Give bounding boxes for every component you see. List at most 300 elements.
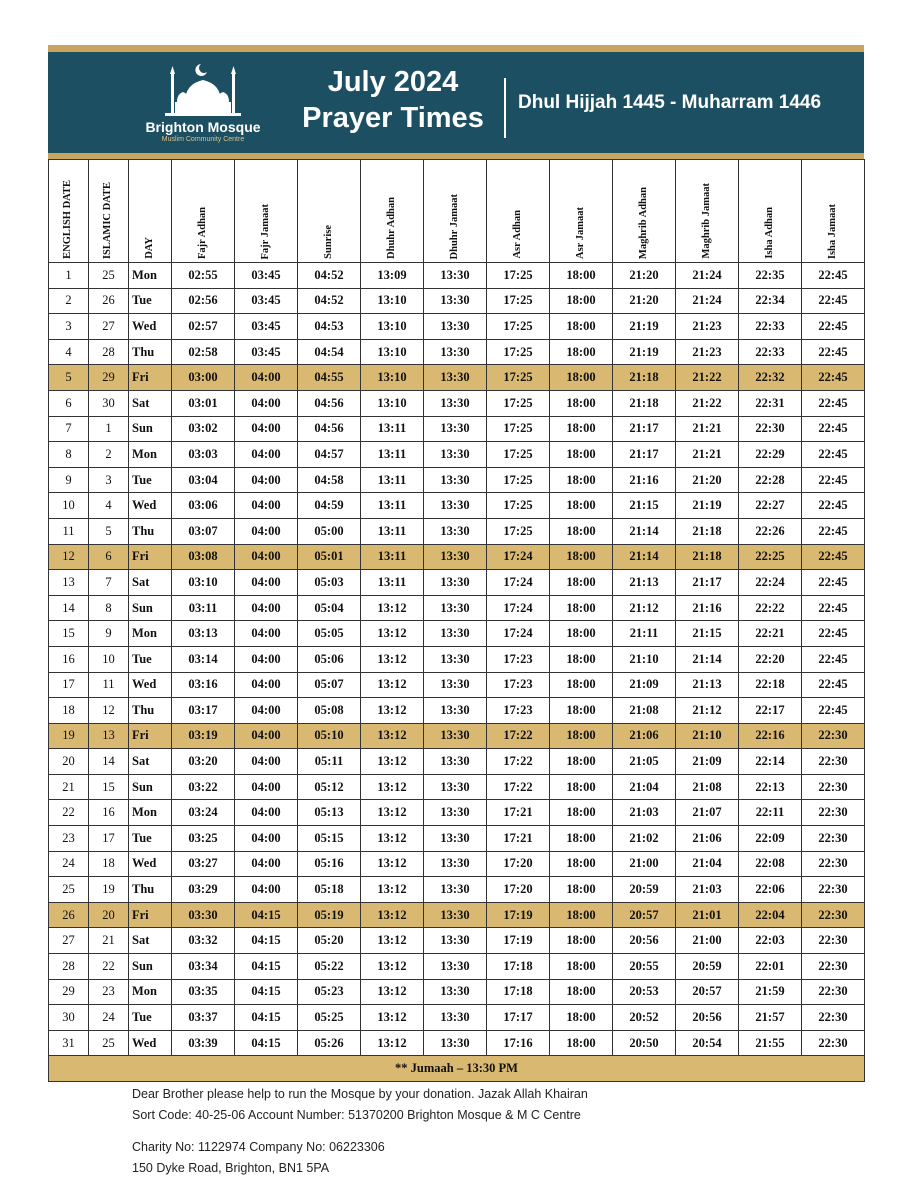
table-cell: 20:59 <box>676 954 739 980</box>
column-header <box>235 160 298 263</box>
mosque-address: 150 Dyke Road, Brighton, BN1 5PA <box>132 1160 330 1175</box>
table-cell: 13:12 <box>361 646 424 672</box>
column-header <box>424 160 487 263</box>
table-cell: 04:59 <box>298 493 361 519</box>
table-cell: 17:24 <box>487 595 550 621</box>
table-cell: 18:00 <box>550 544 613 570</box>
table-cell: 18:00 <box>550 288 613 314</box>
table-cell: 9 <box>49 467 89 493</box>
table-cell: 04:00 <box>235 416 298 442</box>
table-row <box>49 390 865 416</box>
table-cell: 04:15 <box>235 954 298 980</box>
table-row <box>49 518 865 544</box>
table-cell: 29 <box>49 979 89 1005</box>
table-cell: 13:10 <box>361 314 424 340</box>
table-cell: Fri <box>129 544 172 570</box>
table-cell: 17:24 <box>487 621 550 647</box>
table-cell: 18:00 <box>550 263 613 289</box>
table-cell: 13:12 <box>361 800 424 826</box>
table-cell: 03:01 <box>172 390 235 416</box>
table-cell: 18:00 <box>550 877 613 903</box>
table-cell: 26 <box>49 902 89 928</box>
table-cell: 03:16 <box>172 672 235 698</box>
table-cell: 04:00 <box>235 493 298 519</box>
table-cell: 13:11 <box>361 544 424 570</box>
table-cell: 03:06 <box>172 493 235 519</box>
table-cell: 03:25 <box>172 826 235 852</box>
header-divider <box>504 78 506 138</box>
table-cell: 13:30 <box>424 390 487 416</box>
table-cell: 3 <box>49 314 89 340</box>
table-cell: 03:45 <box>235 288 298 314</box>
table-cell: 03:07 <box>172 518 235 544</box>
table-cell: Mon <box>129 442 172 468</box>
table-cell: Wed <box>129 314 172 340</box>
table-cell: 21:06 <box>676 826 739 852</box>
table-cell: 13:30 <box>424 365 487 391</box>
table-cell: 13:11 <box>361 467 424 493</box>
table-cell: 20:55 <box>613 954 676 980</box>
table-cell: 18:00 <box>550 467 613 493</box>
table-cell: 17:23 <box>487 646 550 672</box>
table-cell: 22:17 <box>739 698 802 724</box>
table-cell: 22:45 <box>802 544 865 570</box>
table-cell: 17:25 <box>487 390 550 416</box>
mosque-icon <box>163 60 243 118</box>
table-cell: 13:30 <box>424 698 487 724</box>
table-cell: 18:00 <box>550 595 613 621</box>
table-cell: 13:30 <box>424 672 487 698</box>
table-cell: 13 <box>89 723 129 749</box>
table-cell: 22 <box>89 954 129 980</box>
table-body <box>49 263 865 1056</box>
table-cell: 8 <box>49 442 89 468</box>
table-cell: 03:27 <box>172 851 235 877</box>
table-cell: 22:45 <box>802 467 865 493</box>
table-cell: 22:18 <box>739 672 802 698</box>
table-cell: Sun <box>129 954 172 980</box>
table-cell: 05:05 <box>298 621 361 647</box>
table-cell: 22:33 <box>739 339 802 365</box>
table-cell: 22:45 <box>802 442 865 468</box>
table-row <box>49 1005 865 1031</box>
table-cell: 05:23 <box>298 979 361 1005</box>
table-cell: 04:15 <box>235 1030 298 1056</box>
table-cell: 13:30 <box>424 646 487 672</box>
table-cell: 13:12 <box>361 672 424 698</box>
table-cell: 03:35 <box>172 979 235 1005</box>
table-cell: 13:12 <box>361 902 424 928</box>
table-cell: 18:00 <box>550 774 613 800</box>
table-cell: 21:12 <box>676 698 739 724</box>
column-header-label: Asr Jamaat <box>574 206 586 259</box>
table-cell: 13:30 <box>424 902 487 928</box>
table-cell: 03:04 <box>172 467 235 493</box>
table-cell: 05:06 <box>298 646 361 672</box>
table-cell: 13:30 <box>424 826 487 852</box>
table-cell: 13:30 <box>424 570 487 596</box>
table-cell: 13:12 <box>361 877 424 903</box>
table-cell: 05:01 <box>298 544 361 570</box>
title-month: July 2024 <box>327 66 459 98</box>
table-row <box>49 851 865 877</box>
table-cell: 04:54 <box>298 339 361 365</box>
table-cell: 22:29 <box>739 442 802 468</box>
table-cell: 24 <box>89 1005 129 1031</box>
table-cell: 13:10 <box>361 390 424 416</box>
table-cell: 22:45 <box>802 339 865 365</box>
table-cell: 22:30 <box>802 928 865 954</box>
table-cell: 17:25 <box>487 416 550 442</box>
mosque-logo <box>143 60 263 150</box>
table-cell: 04:52 <box>298 288 361 314</box>
table-cell: 13:12 <box>361 698 424 724</box>
table-cell: 21:10 <box>613 646 676 672</box>
table-cell: 05:10 <box>298 723 361 749</box>
table-cell: 30 <box>89 390 129 416</box>
table-cell: 22:45 <box>802 621 865 647</box>
table-cell: 22:30 <box>802 1030 865 1056</box>
table-cell: 18:00 <box>550 698 613 724</box>
table-cell: 03:13 <box>172 621 235 647</box>
table-cell: 13:30 <box>424 851 487 877</box>
table-cell: 03:32 <box>172 928 235 954</box>
table-cell: 21:23 <box>676 314 739 340</box>
table-cell: 22:14 <box>739 749 802 775</box>
table-cell: 14 <box>89 749 129 775</box>
table-cell: 21:14 <box>676 646 739 672</box>
table-cell: Thu <box>129 698 172 724</box>
column-header-label: Dhuhr Adhan <box>385 197 397 259</box>
table-cell: 04:55 <box>298 365 361 391</box>
table-cell: 18:00 <box>550 390 613 416</box>
table-cell: 22:34 <box>739 288 802 314</box>
table-cell: 13:30 <box>424 416 487 442</box>
table-cell: 7 <box>89 570 129 596</box>
table-cell: 7 <box>49 416 89 442</box>
table-cell: 03:34 <box>172 954 235 980</box>
table-cell: 13:30 <box>424 544 487 570</box>
table-cell: 04:00 <box>235 442 298 468</box>
jumaah-note-row <box>49 1056 865 1082</box>
table-cell: Mon <box>129 263 172 289</box>
table-cell: 22:13 <box>739 774 802 800</box>
table-cell: 18:00 <box>550 723 613 749</box>
table-cell: 22:30 <box>802 774 865 800</box>
table-cell: 02:55 <box>172 263 235 289</box>
table-cell: 21:14 <box>613 518 676 544</box>
table-cell: 6 <box>49 390 89 416</box>
table-cell: 18:00 <box>550 365 613 391</box>
table-cell: 22:30 <box>802 800 865 826</box>
table-cell: 03:02 <box>172 416 235 442</box>
column-header <box>129 160 172 263</box>
table-cell: 13:12 <box>361 1030 424 1056</box>
table-cell: 1 <box>89 416 129 442</box>
table-cell: 04:00 <box>235 749 298 775</box>
table-row <box>49 416 865 442</box>
table-cell: 27 <box>89 314 129 340</box>
table-cell: 19 <box>89 877 129 903</box>
table-cell: 04:00 <box>235 698 298 724</box>
table-cell: 03:30 <box>172 902 235 928</box>
table-cell: 22:30 <box>802 851 865 877</box>
table-cell: 11 <box>89 672 129 698</box>
table-cell: Mon <box>129 621 172 647</box>
table-cell: 18:00 <box>550 314 613 340</box>
table-cell: 28 <box>49 954 89 980</box>
table-row <box>49 698 865 724</box>
table-row <box>49 800 865 826</box>
table-cell: 03:00 <box>172 365 235 391</box>
table-cell: 21:18 <box>613 390 676 416</box>
column-header <box>298 160 361 263</box>
table-cell: 21:23 <box>676 339 739 365</box>
table-cell: 13:30 <box>424 1030 487 1056</box>
table-cell: 15 <box>49 621 89 647</box>
table-cell: 5 <box>89 518 129 544</box>
table-cell: 26 <box>89 288 129 314</box>
table-cell: 22:03 <box>739 928 802 954</box>
table-cell: 5 <box>49 365 89 391</box>
table-cell: 13:30 <box>424 314 487 340</box>
table-cell: 11 <box>49 518 89 544</box>
table-cell: 21:04 <box>676 851 739 877</box>
table-cell: 18 <box>89 851 129 877</box>
table-cell: 04:00 <box>235 570 298 596</box>
table-cell: 4 <box>89 493 129 519</box>
donation-footer <box>132 1084 588 1178</box>
table-cell: 12 <box>89 698 129 724</box>
column-header-label: Maghrib Jamaat <box>700 183 712 259</box>
table-cell: 21:09 <box>613 672 676 698</box>
table-cell: Wed <box>129 672 172 698</box>
column-header-label: DAY <box>143 237 155 259</box>
table-cell: 17:16 <box>487 1030 550 1056</box>
table-cell: 25 <box>89 263 129 289</box>
table-row <box>49 723 865 749</box>
table-cell: Tue <box>129 646 172 672</box>
table-cell: 21:10 <box>676 723 739 749</box>
table-cell: 03:29 <box>172 877 235 903</box>
table-cell: 13:30 <box>424 774 487 800</box>
table-cell: 13:30 <box>424 518 487 544</box>
table-cell: 13:12 <box>361 928 424 954</box>
table-cell: Tue <box>129 288 172 314</box>
table-cell: 13:12 <box>361 723 424 749</box>
table-cell: 18:00 <box>550 1005 613 1031</box>
table-cell: 13:30 <box>424 954 487 980</box>
table-cell: 22:35 <box>739 263 802 289</box>
table-cell: 21:06 <box>613 723 676 749</box>
table-cell: 04:00 <box>235 851 298 877</box>
table-cell: 21:12 <box>613 595 676 621</box>
table-cell: 03:24 <box>172 800 235 826</box>
table-cell: 15 <box>89 774 129 800</box>
table-cell: 23 <box>89 979 129 1005</box>
table-cell: 22:45 <box>802 570 865 596</box>
table-cell: 03:20 <box>172 749 235 775</box>
table-cell: 22:45 <box>802 518 865 544</box>
table-row <box>49 467 865 493</box>
table-cell: 21:20 <box>613 288 676 314</box>
table-cell: Fri <box>129 365 172 391</box>
table-row <box>49 774 865 800</box>
table-cell: 04:00 <box>235 826 298 852</box>
table-cell: 22:30 <box>802 1005 865 1031</box>
table-cell: 22:45 <box>802 646 865 672</box>
table-cell: Sat <box>129 390 172 416</box>
table-cell: 05:22 <box>298 954 361 980</box>
table-cell: 21:24 <box>676 263 739 289</box>
column-header <box>613 160 676 263</box>
table-cell: 04:58 <box>298 467 361 493</box>
table-cell: 22:45 <box>802 390 865 416</box>
table-cell: 21:21 <box>676 442 739 468</box>
table-cell: 04:00 <box>235 774 298 800</box>
table-cell: 17:23 <box>487 672 550 698</box>
table-cell: 22:06 <box>739 877 802 903</box>
column-header <box>487 160 550 263</box>
table-cell: 18:00 <box>550 826 613 852</box>
table-row <box>49 954 865 980</box>
table-cell: 22:45 <box>802 288 865 314</box>
column-header <box>802 160 865 263</box>
table-cell: 13:12 <box>361 851 424 877</box>
table-cell: 13:30 <box>424 288 487 314</box>
table-cell: 13:30 <box>424 877 487 903</box>
column-header <box>89 160 129 263</box>
table-cell: 13:30 <box>424 493 487 519</box>
table-cell: 30 <box>49 1005 89 1031</box>
table-cell: 17:21 <box>487 826 550 852</box>
table-cell: Sun <box>129 595 172 621</box>
table-cell: 04:00 <box>235 800 298 826</box>
table-cell: 05:11 <box>298 749 361 775</box>
header-banner <box>48 52 864 153</box>
table-cell: 29 <box>89 365 129 391</box>
table-cell: 05:13 <box>298 800 361 826</box>
donation-appeal: Dear Brother please help to run the Mosque by your donation. Jazak Allah Khairan <box>132 1087 588 1101</box>
table-cell: 22:45 <box>802 263 865 289</box>
table-cell: 21:22 <box>676 390 739 416</box>
prayer-times-table <box>48 159 865 1082</box>
table-cell: 2 <box>89 442 129 468</box>
table-cell: 21:08 <box>676 774 739 800</box>
table-cell: 16 <box>89 800 129 826</box>
table-cell: 17:19 <box>487 902 550 928</box>
table-cell: 13:30 <box>424 979 487 1005</box>
bank-details: Sort Code: 40-25-06 Account Number: 51370200 Brighton Mosque & M C Centre <box>132 1107 581 1122</box>
column-header-label: Sunrise <box>322 225 334 259</box>
table-cell: 13:12 <box>361 1005 424 1031</box>
table-cell: 21:17 <box>613 442 676 468</box>
table-cell: 13:30 <box>424 442 487 468</box>
table-cell: Tue <box>129 467 172 493</box>
table-cell: 04:15 <box>235 928 298 954</box>
table-cell: 13:30 <box>424 595 487 621</box>
table-cell: 05:15 <box>298 826 361 852</box>
table-cell: 1 <box>49 263 89 289</box>
table-cell: 18:00 <box>550 493 613 519</box>
table-cell: 13:30 <box>424 749 487 775</box>
table-cell: 17:21 <box>487 800 550 826</box>
table-cell: 17:22 <box>487 774 550 800</box>
table-cell: 05:00 <box>298 518 361 544</box>
table-cell: Fri <box>129 723 172 749</box>
table-cell: 21:02 <box>613 826 676 852</box>
logo-subtitle: Muslim Community Centre <box>161 136 245 143</box>
table-cell: 17:25 <box>487 314 550 340</box>
table-cell: 02:56 <box>172 288 235 314</box>
table-cell: 13:11 <box>361 416 424 442</box>
table-cell: 05:03 <box>298 570 361 596</box>
table-cell: 13:12 <box>361 954 424 980</box>
column-header-label: ENGLISH DATE <box>62 180 74 259</box>
table-row <box>49 826 865 852</box>
table-cell: 18:00 <box>550 1030 613 1056</box>
table-cell: 13:12 <box>361 621 424 647</box>
column-header <box>739 160 802 263</box>
page-title <box>288 64 498 136</box>
table-cell: 13:30 <box>424 928 487 954</box>
table-row <box>49 263 865 289</box>
table-cell: 22:45 <box>802 493 865 519</box>
table-cell: 22:45 <box>802 698 865 724</box>
column-header <box>550 160 613 263</box>
table-cell: 22:11 <box>739 800 802 826</box>
table-cell: 22:30 <box>802 723 865 749</box>
table-cell: 21:14 <box>613 544 676 570</box>
table-row <box>49 365 865 391</box>
table-row <box>49 928 865 954</box>
table-cell: 17:19 <box>487 928 550 954</box>
table-cell: Wed <box>129 493 172 519</box>
table-cell: 17 <box>49 672 89 698</box>
column-header <box>172 160 235 263</box>
table-cell: 21:09 <box>676 749 739 775</box>
table-row <box>49 339 865 365</box>
table-cell: 13:30 <box>424 621 487 647</box>
table-cell: 17:25 <box>487 467 550 493</box>
table-cell: Thu <box>129 518 172 544</box>
table-cell: 13:12 <box>361 749 424 775</box>
table-cell: 21:20 <box>676 467 739 493</box>
table-cell: 8 <box>89 595 129 621</box>
table-row <box>49 749 865 775</box>
table-cell: 18:00 <box>550 339 613 365</box>
table-cell: 18:00 <box>550 749 613 775</box>
table-cell: 22:16 <box>739 723 802 749</box>
table-row <box>49 442 865 468</box>
table-cell: 12 <box>49 544 89 570</box>
table-cell: Sun <box>129 416 172 442</box>
column-header-label: ISLAMIC DATE <box>102 181 114 259</box>
table-cell: 21:55 <box>739 1030 802 1056</box>
table-cell: 04:56 <box>298 390 361 416</box>
table-cell: 17:23 <box>487 698 550 724</box>
table-row <box>49 314 865 340</box>
table-cell: 03:11 <box>172 595 235 621</box>
table-cell: 13:10 <box>361 365 424 391</box>
table-cell: 04:00 <box>235 723 298 749</box>
table-cell: 21:57 <box>739 1005 802 1031</box>
jumaah-note: ** Jumaah – 13:30 PM <box>49 1056 865 1082</box>
column-header-label: Isha Jamaat <box>826 203 838 259</box>
table-cell: 21:08 <box>613 698 676 724</box>
table-cell: 22:30 <box>802 826 865 852</box>
table-cell: 21:18 <box>676 544 739 570</box>
